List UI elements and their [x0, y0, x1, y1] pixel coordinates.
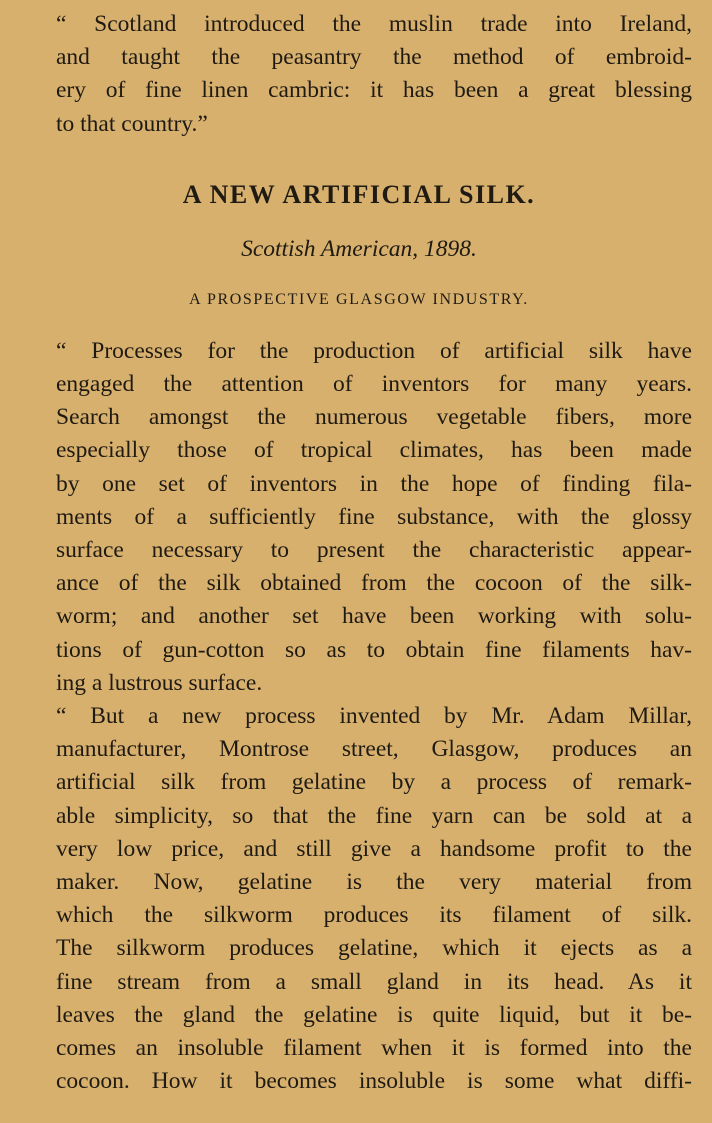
- text-line: ery of fine linen cambric: it has been a great blessing: [56, 77, 692, 104]
- text-line: by one set of inventors in the hope of finding fila-: [56, 470, 692, 497]
- text-line: ments of a sufficiently fine substance, with the glossy: [56, 503, 692, 530]
- text-line: leaves the gland the gelatine is quite liquid, but it be-: [56, 1001, 692, 1028]
- intro-quote-paragraph: [26, 8, 692, 141]
- text-line: very low price, and still give a handsome profit to the: [56, 835, 692, 862]
- text-line: able simplicity, so that the fine yarn can be sold at a: [56, 802, 692, 829]
- text-line: comes an insoluble filament when it is formed into the: [56, 1035, 692, 1062]
- text-line: engaged the attention of inventors for many years.: [56, 371, 692, 398]
- text-line: worm; and another set have been working with solu-: [56, 603, 692, 630]
- text-line: which the silkworm produces its filament of silk.: [56, 902, 692, 929]
- article-paragraph-1: [26, 335, 692, 700]
- text-line: and taught the peasantry the method of embroid-: [56, 44, 692, 71]
- text-line: fine stream from a small gland in its head. As it: [56, 968, 692, 995]
- text-line: tions of gun-cotton so as to obtain fine filaments hav-: [56, 636, 692, 663]
- text-line: artificial silk from gelatine by a process of remark-: [56, 769, 692, 796]
- text-line: The silkworm produces gelatine, which it ejects as a: [56, 935, 692, 962]
- article-title: A NEW ARTIFICIAL SILK.: [182, 179, 536, 209]
- article-subheading: A PROSPECTIVE GLASGOW INDUSTRY.: [189, 290, 529, 308]
- text-line: ing a lustrous surface.: [56, 669, 263, 696]
- article-paragraph-2: [26, 700, 692, 1098]
- text-line: “ But a new process invented by Mr. Adam Millar,: [56, 703, 692, 730]
- text-line: ance of the silk obtained from the cocoon of the silk-: [56, 570, 692, 597]
- text-line: surface necessary to present the characteristic appear-: [56, 537, 692, 564]
- text-line: manufacturer, Montrose street, Glasgow, produces an: [56, 736, 692, 763]
- article-source: Scottish American, 1898.: [241, 235, 477, 262]
- text-line: especially those of tropical climates, has been made: [56, 437, 692, 464]
- text-line: Search amongst the numerous vegetable fibers, more: [56, 404, 692, 431]
- text-line: to that country.”: [56, 110, 208, 137]
- text-line: “ Processes for the production of artificial silk have: [56, 337, 692, 364]
- text-line: maker. Now, gelatine is the very material from: [56, 869, 692, 896]
- text-line: “ Scotland introduced the muslin trade into Ireland,: [56, 11, 692, 37]
- text-line: cocoon. How it becomes insoluble is some what diffi-: [56, 1068, 692, 1095]
